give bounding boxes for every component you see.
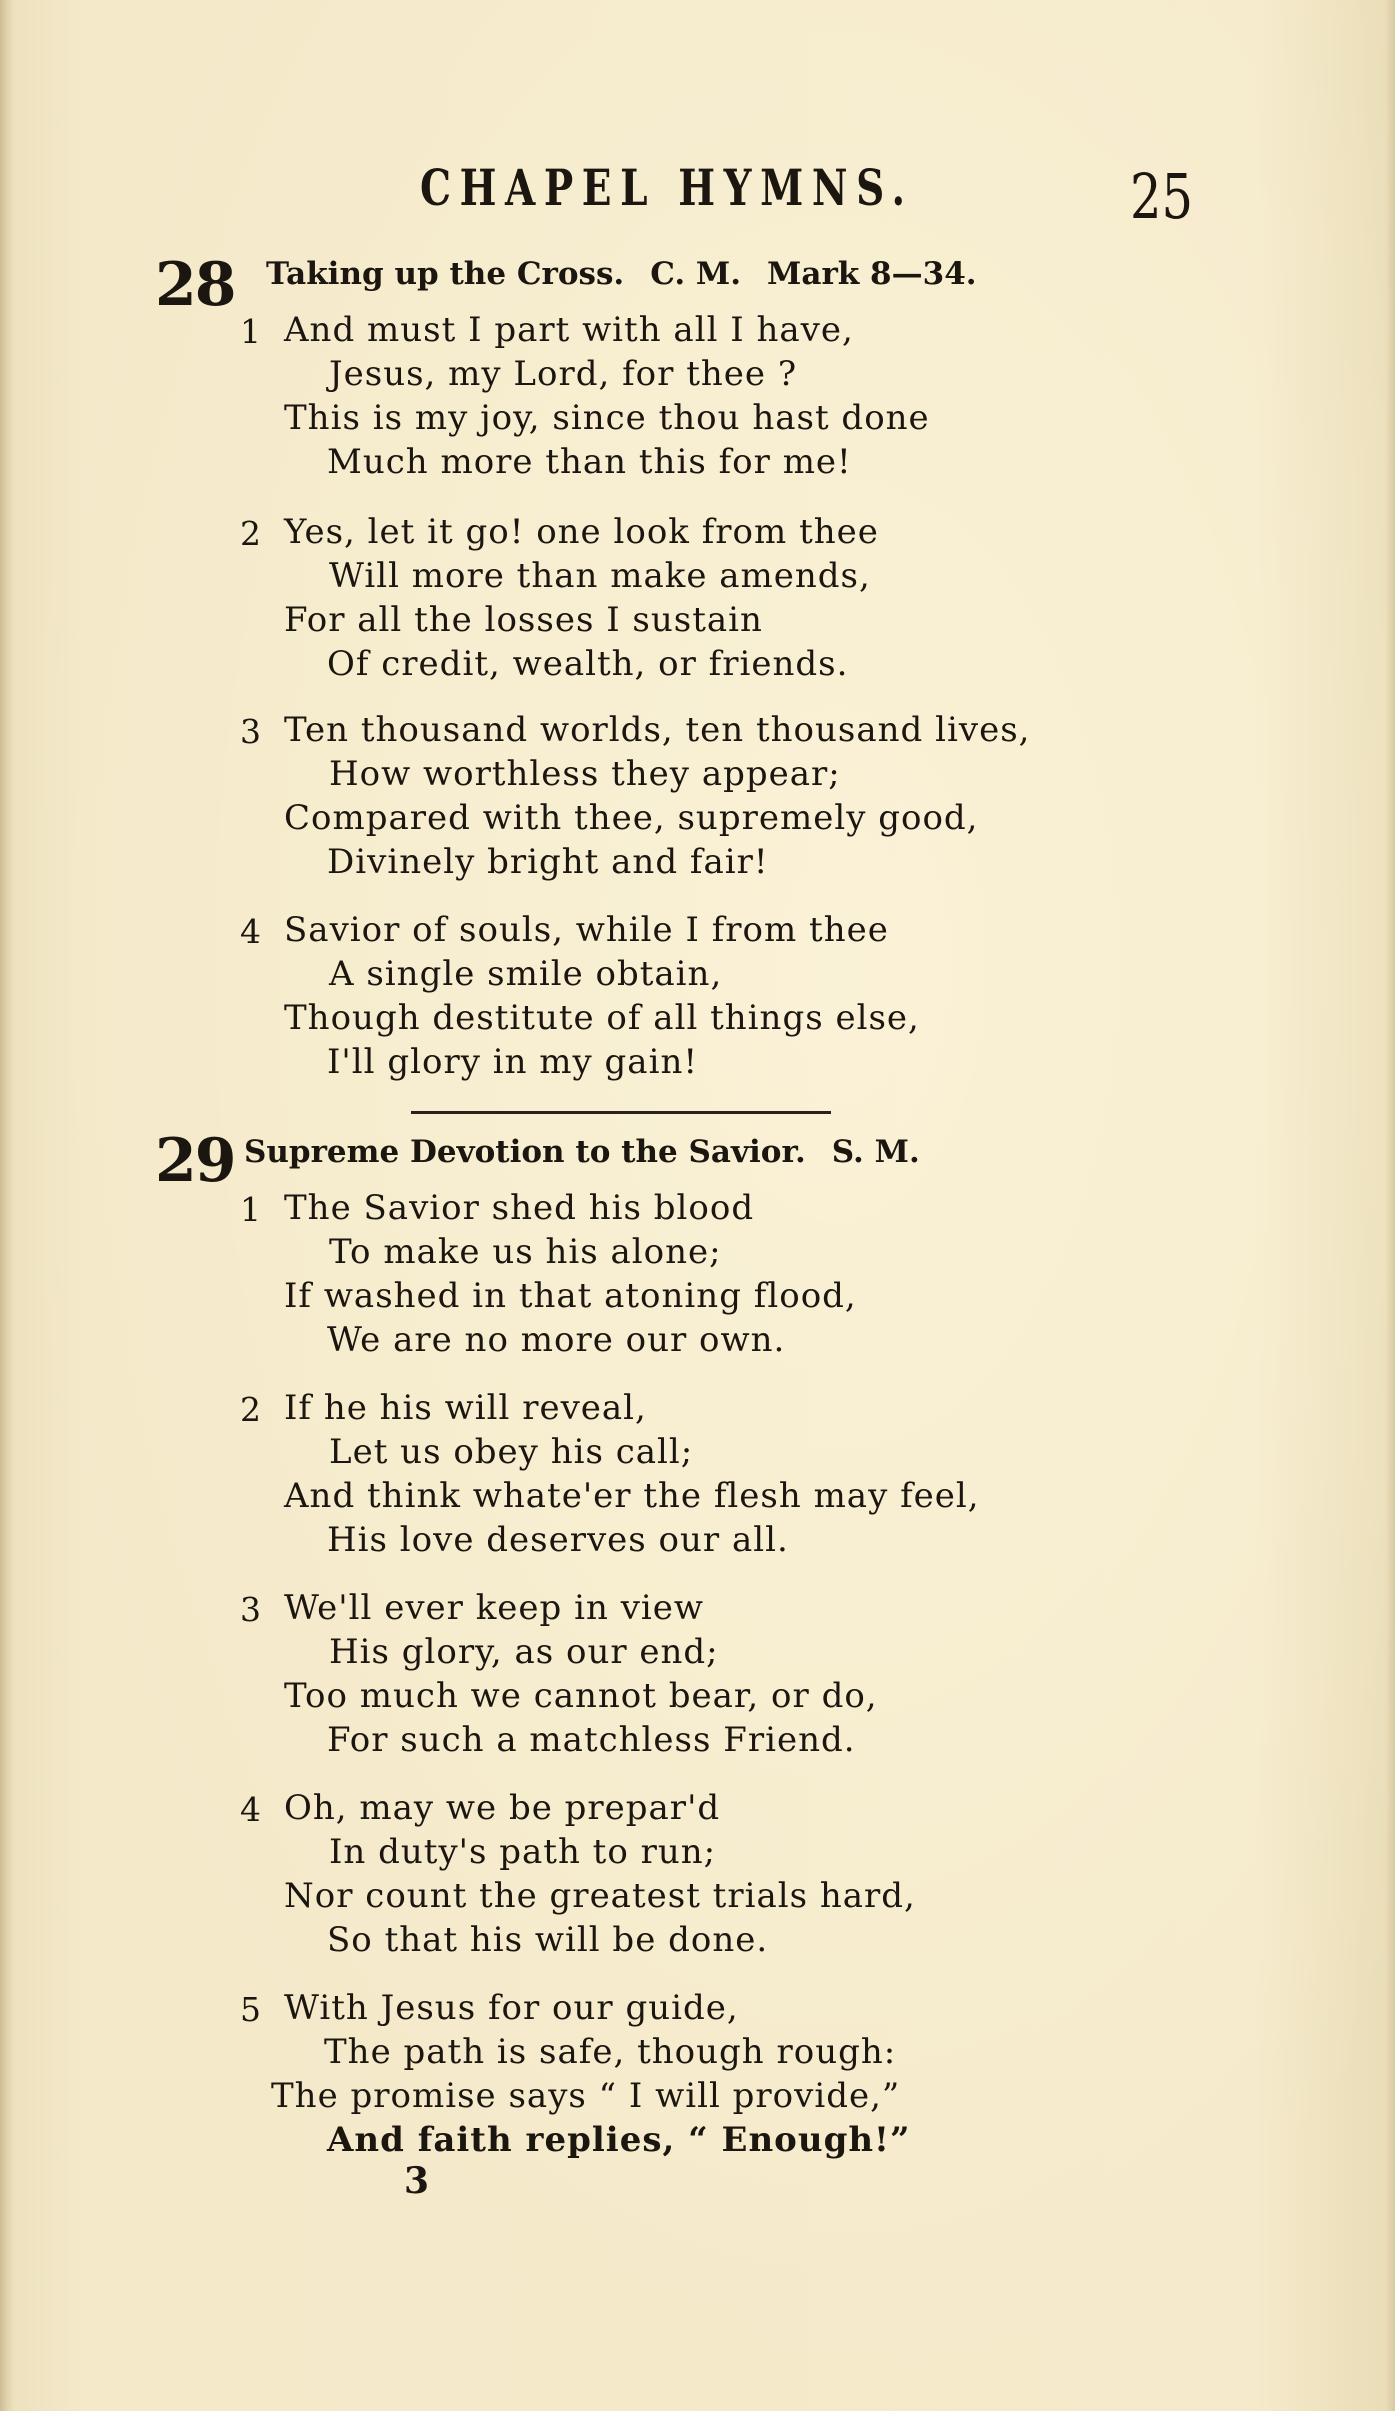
verse-line: Divinely bright and fair! — [327, 842, 769, 882]
verse-line: Nor count the greatest trials hard, — [284, 1876, 916, 1916]
page-number: 25 — [1130, 160, 1194, 233]
verse-line: We'll ever keep in view — [284, 1588, 705, 1628]
verse-line: Jesus, my Lord, for thee ? — [329, 354, 798, 394]
verse-line: The Savior shed his blood — [284, 1188, 755, 1228]
verse-line: And think whate'er the flesh may feel, — [284, 1476, 980, 1516]
verse-line: This is my joy, since thou hast done — [284, 398, 930, 438]
hymn-number: 29 — [155, 1126, 235, 1196]
verse-line: If he his will reveal, — [284, 1388, 647, 1428]
verse-line: If washed in that atoning flood, — [284, 1276, 857, 1316]
verse-line: To make us his alone; — [329, 1232, 722, 1272]
verse-line: We are no more our own. — [327, 1320, 786, 1360]
verse-line: With Jesus for our guide, — [284, 1988, 739, 2028]
verse-line: Of credit, wealth, or friends. — [327, 644, 849, 684]
verse-line: Yes, let it go! one look from thee — [284, 512, 879, 552]
verse-line: A single smile obtain, — [329, 954, 723, 994]
hymn-meter: C. M. — [650, 256, 742, 292]
verse-line: Savior of souls, while I from thee — [284, 910, 889, 950]
verse-line: How worthless they appear; — [329, 754, 841, 794]
verse-line: For such a matchless Friend. — [327, 1720, 856, 1760]
page-outer-edge — [1385, 0, 1395, 2411]
stanza-number: 2 — [240, 514, 261, 553]
signature-mark: 3 — [404, 2160, 430, 2202]
verse-line: The promise says “ I will provide,” — [271, 2076, 901, 2116]
stanza-number: 3 — [240, 712, 261, 751]
stanza-number: 4 — [240, 912, 261, 951]
verse-line: Though destitute of all things else, — [284, 998, 920, 1038]
verse-line: And must I part with all I have, — [284, 310, 854, 350]
hymn-meter: S. M. — [831, 1134, 920, 1170]
verse-line: So that his will be done. — [327, 1920, 769, 1960]
hymn-title: Supreme Devotion to the Savior. — [244, 1134, 806, 1170]
verse-line: The path is safe, though rough: — [324, 2032, 897, 2072]
verse-line: And faith replies, “ Enough!” — [327, 2120, 911, 2160]
running-title: CHAPEL HYMNS. — [420, 158, 914, 217]
verse-line: I'll glory in my gain! — [327, 1042, 699, 1082]
page-gutter-edge — [0, 0, 14, 2411]
verse-line: Too much we cannot bear, or do, — [284, 1676, 878, 1716]
verse-line: Let us obey his call; — [329, 1432, 694, 1472]
stanza-number: 1 — [240, 1190, 261, 1229]
verse-line: Ten thousand worlds, ten thousand lives, — [284, 710, 1031, 750]
verse-line: Will more than make amends, — [329, 556, 871, 596]
stanza-number: 1 — [240, 312, 261, 351]
hymn-title: Taking up the Cross. — [266, 256, 625, 292]
stanza-number: 3 — [240, 1590, 261, 1629]
hymn-heading — [266, 256, 977, 292]
stanza-number: 4 — [240, 1790, 261, 1829]
verse-line: Much more than this for me! — [327, 442, 852, 482]
verse-line: For all the losses I sustain — [284, 600, 763, 640]
hymn-heading — [244, 1134, 920, 1170]
verse-line: Oh, may we be prepar'd — [284, 1788, 721, 1828]
stanza-number: 5 — [240, 1990, 261, 2029]
verse-line: In duty's path to run; — [329, 1832, 717, 1872]
verse-line: His love deserves our all. — [327, 1520, 789, 1560]
verse-line: His glory, as our end; — [329, 1632, 719, 1672]
hymn-number: 28 — [155, 250, 235, 320]
scripture-reference: Mark 8—34. — [767, 256, 977, 292]
stanza-number: 2 — [240, 1390, 261, 1429]
section-divider-rule — [411, 1111, 831, 1114]
verse-line: Compared with thee, supremely good, — [284, 798, 979, 838]
